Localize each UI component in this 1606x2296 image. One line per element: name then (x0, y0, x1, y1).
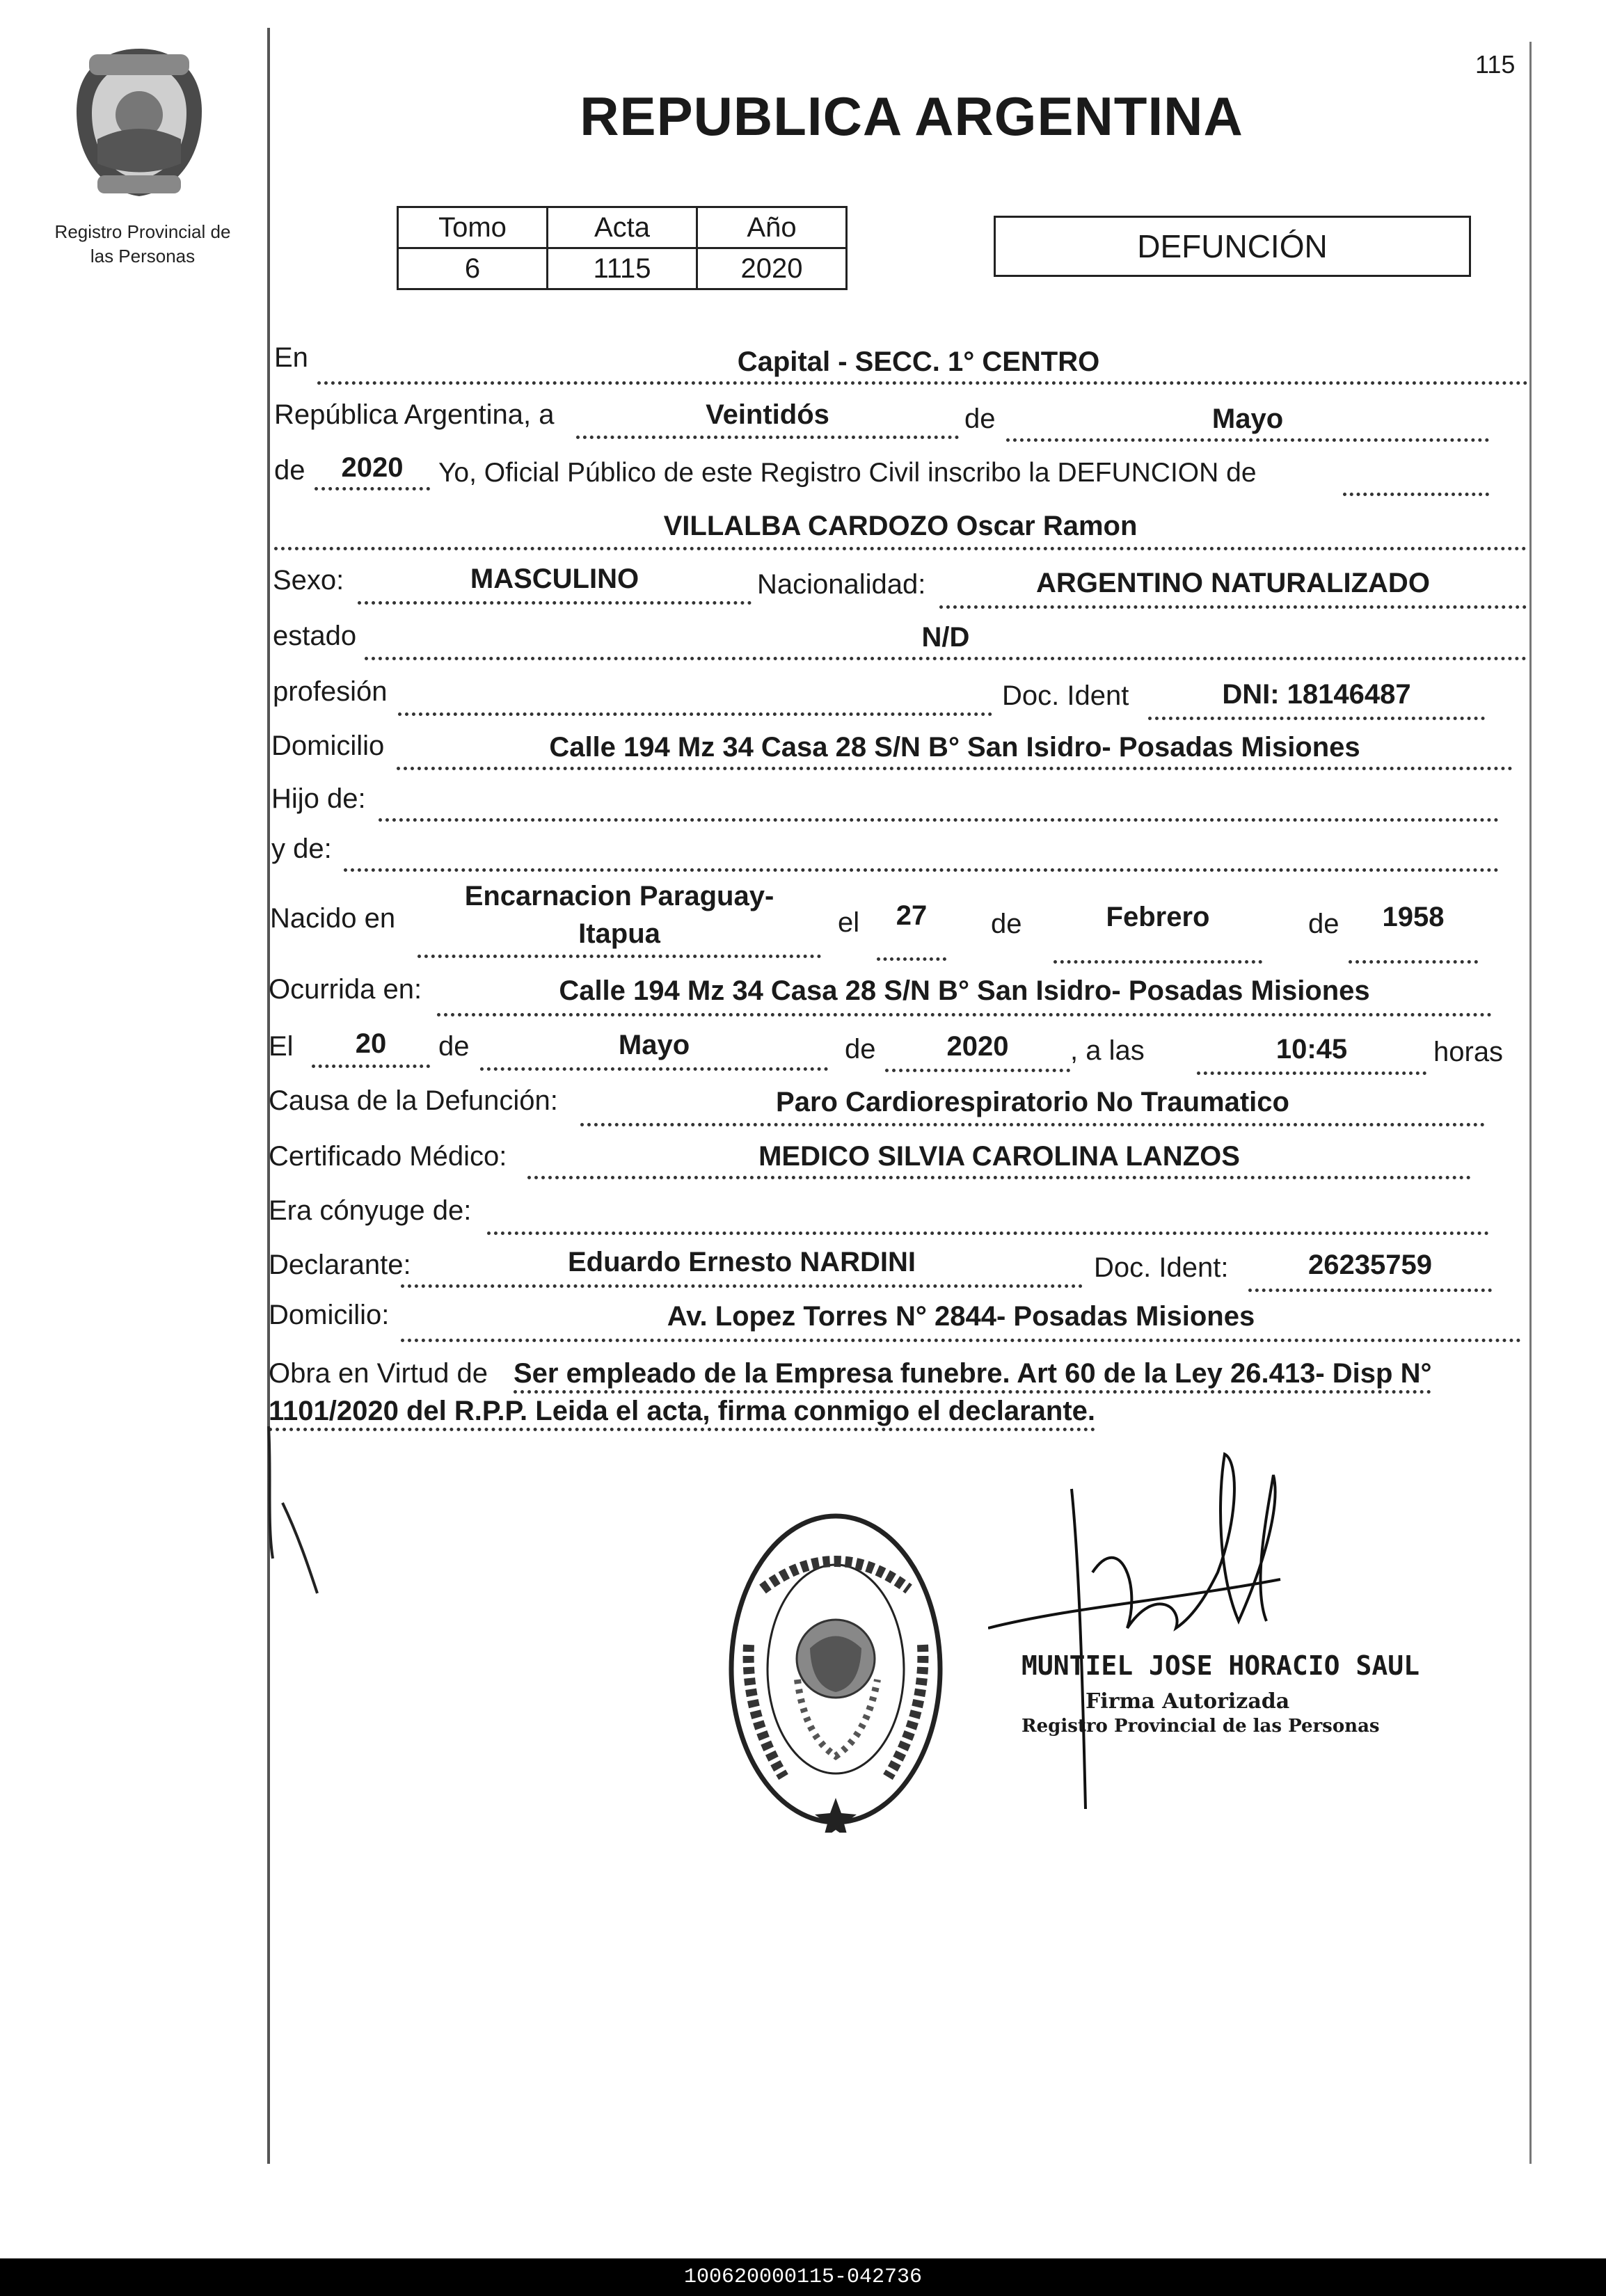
anio-header: Año (697, 207, 847, 248)
estado-label: estado (273, 621, 357, 651)
de-label-3: de (991, 909, 1022, 939)
anio-line (315, 487, 430, 491)
misiones-emblem (70, 42, 209, 202)
sexo-line (358, 601, 752, 605)
doc-ident-value: DNI: 18146487 (1222, 679, 1411, 710)
page-number: 115 (1475, 50, 1516, 79)
el-label: el (838, 907, 860, 938)
document-type-box: DEFUNCIÓN (994, 216, 1471, 277)
certificado-line (527, 1176, 1471, 1179)
acta-header: Acta (548, 207, 697, 248)
nacionalidad-label: Nacionalidad: (757, 569, 926, 600)
decl-doc-line (1248, 1289, 1492, 1292)
sexo-label: Sexo: (273, 565, 344, 596)
tomo-header: Tomo (398, 207, 548, 248)
en-value: Capital - SECC. 1° CENTRO (737, 346, 1100, 377)
registry-table (397, 206, 848, 290)
fall-dia-line (312, 1065, 430, 1068)
anio-value: 2020 (341, 452, 404, 483)
profesion-line (398, 712, 992, 716)
right-margin-rule (1529, 42, 1532, 2164)
en-label: En (274, 342, 308, 373)
certificado-value: MEDICO SILVIA CAROLINA LANZOS (758, 1141, 1240, 1172)
fall-mes-line (480, 1067, 828, 1071)
conyuge-label: Era cónyuge de: (269, 1195, 472, 1226)
fall-anio-value: 2020 (946, 1031, 1009, 1062)
de-label-1: de (964, 404, 996, 434)
doc-ident-line (1148, 717, 1485, 720)
domicilio-line (397, 767, 1513, 770)
nac-anio-value: 1958 (1382, 902, 1445, 932)
mes-line (1006, 438, 1489, 442)
conyuge-line (487, 1231, 1489, 1235)
sexo-value: MASCULINO (470, 564, 639, 594)
profesion-label: profesión (273, 676, 388, 707)
y-de-line (344, 868, 1499, 872)
doc-ident-label: Doc. Ident (1002, 680, 1129, 711)
registry-caption (28, 220, 257, 269)
horas-label: horas (1433, 1037, 1504, 1067)
nombre-value: VILLALBA CARDOZO Oscar Ramon (663, 511, 1138, 541)
declarant-signature (257, 1419, 327, 1600)
nacionalidad-value: ARGENTINO NATURALIZADO (1036, 568, 1430, 598)
nac-mes-value: Febrero (1106, 902, 1210, 932)
hijo-label: Hijo de: (271, 783, 366, 814)
document-title: REPUBLICA ARGENTINA (580, 86, 1243, 147)
decl-domicilio-line (401, 1339, 1521, 1342)
acta-value: 1115 (548, 248, 697, 289)
official-registry: Registro Provincial de las Personas (1021, 1716, 1380, 1737)
decl-doc-label: Doc. Ident: (1094, 1252, 1229, 1283)
mes-value: Mayo (1211, 404, 1284, 434)
estado-value: N/D (921, 622, 970, 653)
certificado-label: Certificado Médico: (269, 1141, 507, 1172)
obra-value-line2: 1101/2020 del R.P.P. Leida el acta, firma conmigo el declarante. (269, 1394, 1095, 1431)
official-name: MUNTIEL JOSE HORACIO SAUL (1021, 1650, 1420, 1681)
tomo-value: 6 (398, 248, 548, 289)
de-label-2: de (274, 455, 305, 486)
domicilio-label: Domicilio (271, 731, 385, 761)
decl-domicilio-value: Av. Lopez Torres N° 2844- Posadas Misiones (667, 1301, 1255, 1332)
registry-table-header-row (398, 207, 847, 248)
declarante-value: Eduardo Ernesto NARDINI (567, 1247, 916, 1277)
ocurrida-value: Calle 194 Mz 34 Casa 28 S/N B° San Isidro- Posadas Misiones (559, 975, 1370, 1006)
nac-dia-value: 27 (896, 900, 928, 931)
nacido-label: Nacido en (270, 903, 396, 934)
obra-label: Obra en Virtud de (269, 1358, 488, 1389)
anio-value: 2020 (697, 248, 847, 289)
estado-line (365, 657, 1527, 660)
dia-value: Veintidós (706, 399, 829, 430)
decl-doc-value: 26235759 (1308, 1250, 1432, 1280)
declarante-line (401, 1284, 1083, 1288)
official-authorized: Firma Autorizada (1086, 1689, 1290, 1714)
declarante-label: Declarante: (269, 1250, 411, 1280)
fall-mes-value: Mayo (618, 1030, 690, 1060)
hora-value: 10:45 (1275, 1034, 1348, 1065)
registry-table-value-row (398, 248, 847, 289)
en-line (317, 381, 1528, 385)
el-cap-label: El (269, 1031, 294, 1062)
de-label-5: de (438, 1031, 470, 1062)
nac-mes-line (1054, 960, 1262, 964)
nacido-value-line2: Itapua (578, 918, 660, 949)
nac-dia-line (877, 957, 946, 961)
ocurrida-label: Ocurrida en: (269, 974, 422, 1005)
de-label-6: de (845, 1034, 876, 1065)
barcode-footer: 100620000115-042736 (0, 2258, 1606, 2296)
nombre-line (274, 547, 1527, 550)
dia-line (576, 436, 959, 439)
ocurrida-line (437, 1013, 1492, 1017)
nacido-value-line1: Encarnacion Paraguay- (464, 881, 774, 911)
official-seal (721, 1506, 951, 1833)
fall-dia-value: 20 (355, 1028, 387, 1059)
republica-label: República Argentina, a (274, 399, 555, 430)
hijo-line (379, 818, 1499, 822)
y-de-label: y de: (271, 834, 332, 864)
a-las-label: , a las (1070, 1035, 1145, 1066)
nac-anio-line (1349, 960, 1478, 964)
nacionalidad-line (939, 605, 1527, 609)
fall-anio-line (885, 1069, 1070, 1072)
yo-text: Yo, Oficial Público de este Registro Civil inscribo la DEFUNCION de (438, 458, 1257, 488)
causa-label: Causa de la Defunción: (269, 1085, 558, 1116)
obra-value-line1: Ser empleado de la Empresa funebre. Art 60 de la Ley 26.413- Disp N° (514, 1357, 1431, 1394)
registry-caption-line2: las Personas (90, 246, 196, 266)
de-label-4: de (1308, 909, 1339, 939)
registry-caption-line1: Registro Provincial de (54, 221, 231, 242)
domicilio-value: Calle 194 Mz 34 Casa 28 S/N B° San Isidro- Posadas Misiones (549, 732, 1360, 763)
causa-line (580, 1123, 1485, 1126)
decl-domicilio-label: Domicilio: (269, 1300, 390, 1330)
causa-value: Paro Cardiorespiratorio No Traumatico (776, 1087, 1289, 1117)
hora-line (1197, 1071, 1426, 1075)
official-signature (988, 1447, 1378, 1823)
nacido-line (418, 955, 821, 958)
yo-trailing-line (1343, 493, 1489, 496)
